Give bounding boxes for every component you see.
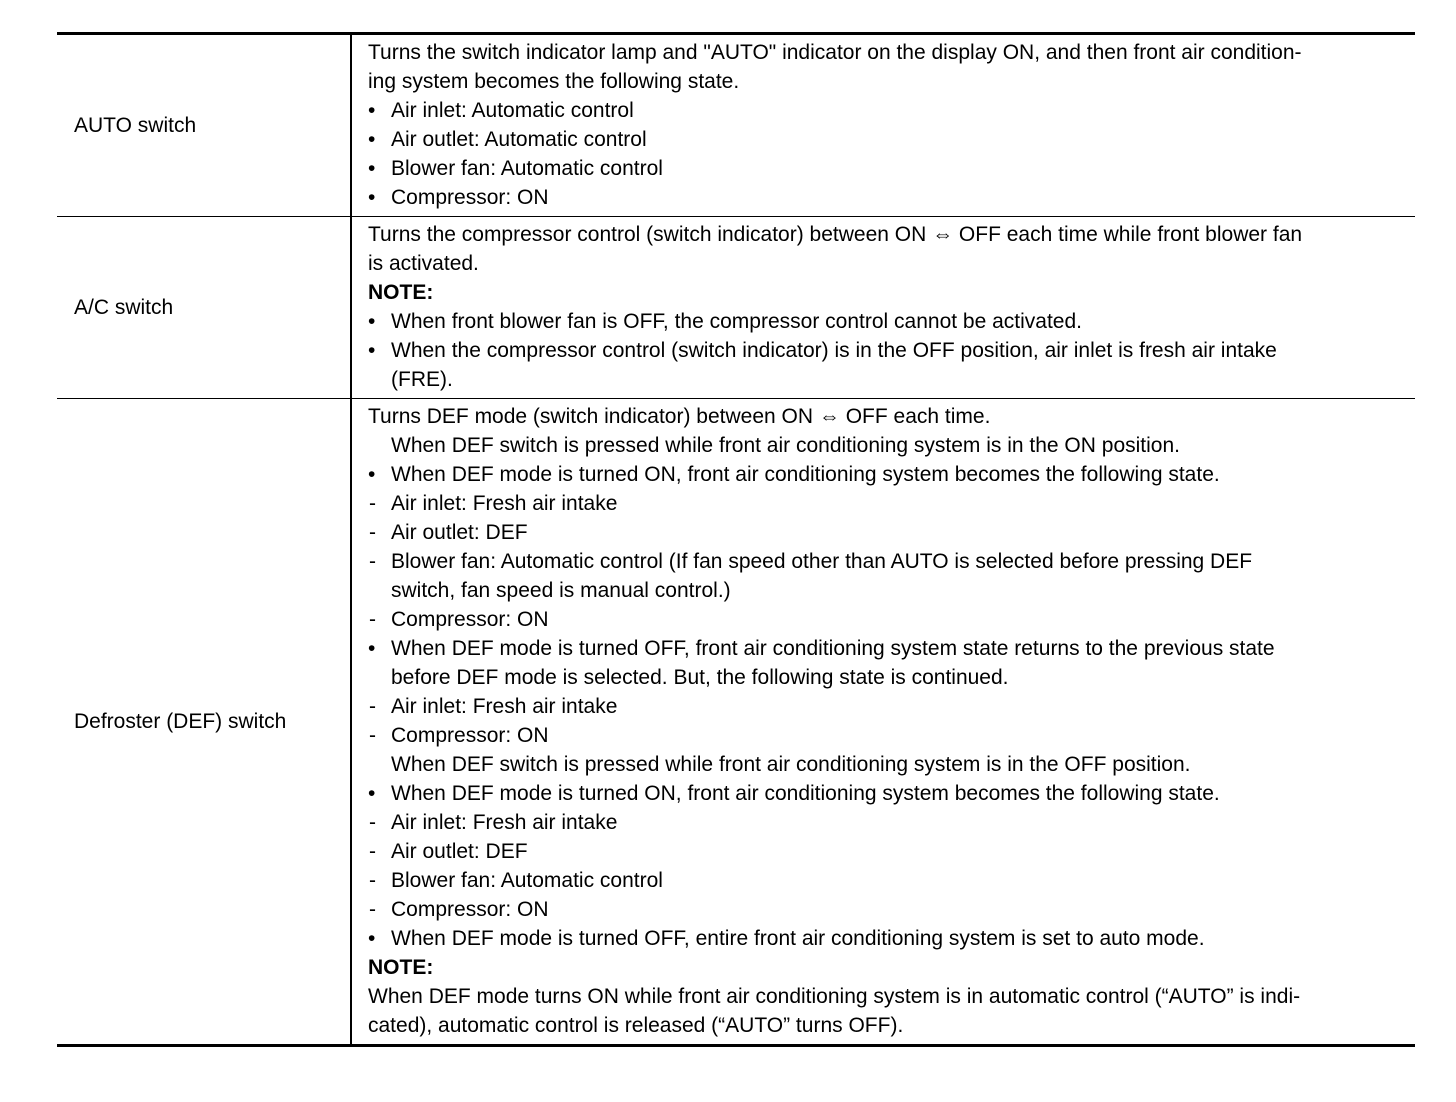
description-cell (352, 217, 1415, 398)
table-row (57, 217, 1415, 399)
description-cell (352, 399, 1415, 1044)
dash-item: - Compressor: ON (368, 721, 1407, 750)
description-line: before DEF mode is selected. But, the following state is continued. (391, 666, 1009, 689)
description-line: is activated. (368, 252, 479, 275)
dash-item: - Air outlet: DEF (368, 518, 1407, 547)
switch-name-cell: AUTO switch (57, 35, 352, 216)
description-cell (352, 35, 1415, 216)
dash-item: - Air inlet: Fresh air intake (368, 692, 1407, 721)
note-heading: NOTE: (368, 281, 434, 304)
description-line: (FRE). (391, 368, 453, 391)
switch-name-cell: A/C switch (57, 217, 352, 398)
dash-item: - Compressor: ON (368, 605, 1407, 634)
dash-item: - Compressor: ON (368, 895, 1407, 924)
description-line: cated), automatic control is released (“AUTO” turns OFF). (368, 1014, 904, 1037)
description-line: switch, fan speed is manual control.) (391, 579, 731, 602)
dash-item: - Air outlet: DEF (368, 837, 1407, 866)
dash-item: - Air inlet: Fresh air intake (368, 489, 1407, 518)
dash-item: - Air inlet: Fresh air intake (368, 808, 1407, 837)
bullet-item: • When DEF mode is turned ON, front air conditioning system becomes the following state. (368, 779, 1407, 808)
dash-item: - Blower fan: Automatic control (368, 866, 1407, 895)
description-line: When DEF switch is pressed while front air conditioning system is in the ON position. (391, 434, 1180, 457)
table-row (57, 399, 1415, 1044)
bullet-item: • When DEF mode is turned ON, front air conditioning system becomes the following state. (368, 460, 1407, 489)
description-line: Turns DEF mode (switch indicator) between ON ⇔ OFF each time. (368, 405, 991, 428)
dash-item: - Blower fan: Automatic control (If fan speed other than AUTO is selected before pressing DEF (368, 547, 1407, 576)
switch-function-table (57, 32, 1415, 1047)
bullet-item: • Air outlet: Automatic control (368, 125, 1407, 154)
bullet-item: • Compressor: ON (368, 183, 1407, 212)
description-line: Turns the switch indicator lamp and "AUTO" indicator on the display ON, and then front air condition- (368, 41, 1302, 64)
description-line: Turns the compressor control (switch indicator) between ON ⇔ OFF each time while front blower fan (368, 223, 1303, 246)
bullet-item: • When front blower fan is OFF, the compressor control cannot be activated. (368, 307, 1407, 336)
table-row (57, 35, 1415, 217)
note-heading: NOTE: (368, 956, 434, 979)
bullet-item: • When DEF mode is turned OFF, front air conditioning system state returns to the previous state (368, 634, 1407, 663)
bullet-item: • Air inlet: Automatic control (368, 96, 1407, 125)
bullet-item: • When DEF mode is turned OFF, entire front air conditioning system is set to auto mode. (368, 924, 1407, 953)
description-line: ing system becomes the following state. (368, 70, 740, 93)
switch-name-cell: Defroster (DEF) switch (57, 399, 352, 1044)
description-line: When DEF switch is pressed while front air conditioning system is in the OFF position. (391, 753, 1191, 776)
bullet-item: • Blower fan: Automatic control (368, 154, 1407, 183)
description-line: When DEF mode turns ON while front air conditioning system is in automatic control (“AUTO” is indi- (368, 985, 1301, 1008)
bullet-item: • When the compressor control (switch indicator) is in the OFF position, air inlet is fresh air intake (368, 336, 1407, 365)
